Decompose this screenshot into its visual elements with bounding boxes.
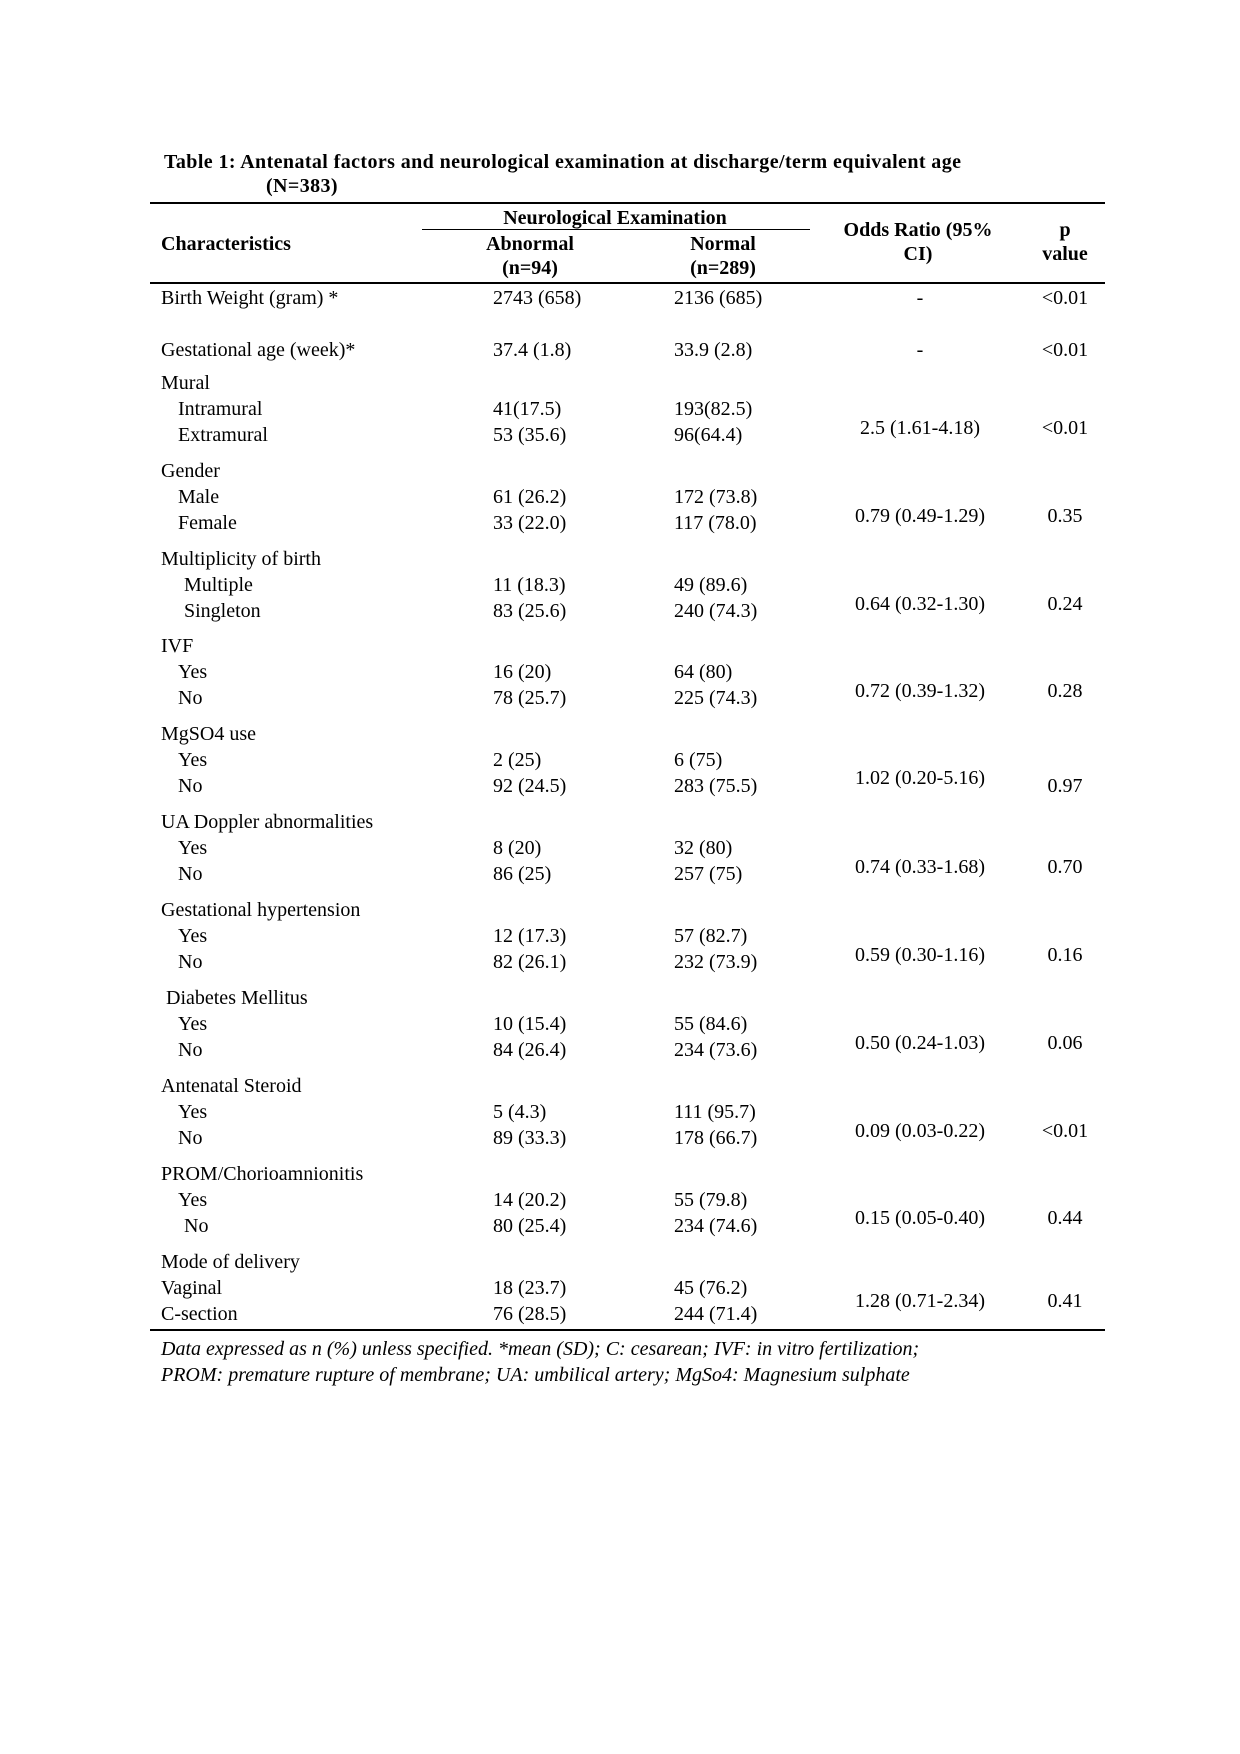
normal-value: 6 (75): [674, 749, 723, 771]
normal-value: 45 (76.2): [674, 1277, 748, 1299]
odds-ratio-header: [818, 218, 1018, 266]
odds-ratio-value: -: [916, 339, 924, 361]
odds-ratio-value: 0.50 (0.24-1.03): [855, 1032, 985, 1054]
sub-label: Yes: [178, 1189, 208, 1211]
normal-value: 49 (89.6): [674, 574, 748, 596]
normal-value: 96(64.4): [674, 424, 743, 446]
normal-value: 240 (74.3): [674, 600, 758, 622]
sub-label: No: [178, 1127, 203, 1149]
odds-ratio-value: 0.15 (0.05-0.40): [855, 1207, 985, 1229]
row-label: Birth Weight (gram) *: [161, 287, 339, 309]
abnormal-value: 18 (23.7): [493, 1277, 567, 1299]
normal-value: 232 (73.9): [674, 951, 758, 973]
sub-label: No: [184, 1215, 209, 1237]
group-label: PROM/Chorioamnionitis: [161, 1163, 364, 1185]
abnormal-value: 86 (25): [493, 863, 552, 885]
group-label: Antenatal Steroid: [161, 1075, 302, 1097]
header-bottom-rule: [150, 282, 1105, 284]
p-value: 0.97: [1047, 775, 1083, 797]
group-label: Diabetes Mellitus: [166, 987, 308, 1009]
sub-label: No: [178, 775, 203, 797]
normal-value: 178 (66.7): [674, 1127, 758, 1149]
normal-value: 225 (74.3): [674, 687, 758, 709]
normal-value: 64 (80): [674, 661, 733, 683]
p-value: 0.16: [1047, 944, 1083, 966]
odds-ratio-value: 0.09 (0.03-0.22): [855, 1120, 985, 1142]
abnormal-value: 16 (20): [493, 661, 552, 683]
p-value-header: [1015, 218, 1115, 266]
normal-header: [623, 232, 823, 280]
abnormal-value: 12 (17.3): [493, 925, 567, 947]
p-value: <0.01: [1041, 287, 1089, 309]
normal-value: 257 (75): [674, 863, 743, 885]
p-value: 0.28: [1047, 680, 1083, 702]
sub-label: No: [178, 863, 203, 885]
sub-label: No: [178, 687, 203, 709]
odds-ratio-header-line1: Odds Ratio (95%: [843, 219, 993, 241]
footnote-line-2: PROM: premature rupture of membrane; UA: umbilical artery; MgSo4: Magnesium sulphate: [161, 1364, 910, 1386]
normal-value: 55 (84.6): [674, 1013, 748, 1035]
p-value: 0.44: [1047, 1207, 1083, 1229]
sub-label: Male: [178, 486, 220, 508]
abnormal-header: [430, 232, 630, 280]
normal-value: 234 (73.6): [674, 1039, 758, 1061]
table-caption: [164, 150, 1084, 198]
p-value: <0.01: [1041, 417, 1089, 439]
caption-line-2: (N=383): [266, 175, 338, 197]
group-label: Multiplicity of birth: [161, 548, 321, 570]
sub-label: Yes: [178, 661, 208, 683]
group-label: Gestational hypertension: [161, 899, 361, 921]
group-label: Gender: [161, 460, 220, 482]
sub-label: Extramural: [178, 424, 268, 446]
abnormal-value: 82 (26.1): [493, 951, 567, 973]
abnormal-value: 61 (26.2): [493, 486, 567, 508]
table-bottom-rule: [150, 1329, 1105, 1331]
p-value: 0.41: [1047, 1290, 1083, 1312]
p-value: 0.70: [1047, 856, 1083, 878]
odds-ratio-value: 1.28 (0.71-2.34): [855, 1290, 985, 1312]
sub-label: Singleton: [184, 600, 261, 622]
sub-label: C-section: [161, 1303, 238, 1325]
odds-ratio-value: 0.59 (0.30-1.16): [855, 944, 985, 966]
p-value: 0.24: [1047, 593, 1083, 615]
abnormal-value: 80 (25.4): [493, 1215, 567, 1237]
abnormal-value: 2743 (658): [493, 287, 582, 309]
normal-value: 32 (80): [674, 837, 733, 859]
sub-label: Vaginal: [161, 1277, 223, 1299]
abnormal-value: 92 (24.5): [493, 775, 567, 797]
normal-value: 55 (79.8): [674, 1189, 748, 1211]
abnormal-value: 8 (20): [493, 837, 542, 859]
p-value: 0.06: [1047, 1032, 1083, 1054]
sub-label: Yes: [178, 837, 208, 859]
abnormal-value: 10 (15.4): [493, 1013, 567, 1035]
normal-value: 283 (75.5): [674, 775, 758, 797]
sub-label: Female: [178, 512, 237, 534]
normal-value: 111 (95.7): [674, 1101, 756, 1123]
abnormal-value: 5 (4.3): [493, 1101, 547, 1123]
group-header-rule: [422, 229, 810, 230]
table-top-rule: [150, 202, 1105, 204]
odds-ratio-value: 0.74 (0.33-1.68): [855, 856, 985, 878]
odds-ratio-header-line2: CI): [903, 243, 933, 265]
group-label: IVF: [161, 635, 194, 657]
sub-label: Multiple: [184, 574, 253, 596]
normal-value: 234 (74.6): [674, 1215, 758, 1237]
sub-label: Yes: [178, 925, 208, 947]
normal-value: 2136 (685): [674, 287, 763, 309]
abnormal-value: 41(17.5): [493, 398, 562, 420]
sub-label: Yes: [178, 749, 208, 771]
row-label: Gestational age (week)*: [161, 339, 356, 361]
odds-ratio-value: 0.72 (0.39-1.32): [855, 680, 985, 702]
group-label: Mode of delivery: [161, 1251, 300, 1273]
odds-ratio-value: 0.79 (0.49-1.29): [855, 505, 985, 527]
p-value: 0.35: [1047, 505, 1083, 527]
abnormal-value: 76 (28.5): [493, 1303, 567, 1325]
normal-value: 172 (73.8): [674, 486, 758, 508]
p-value-header-line1: p: [1059, 219, 1071, 241]
abnormal-value: 2 (25): [493, 749, 542, 771]
sub-label: Yes: [178, 1013, 208, 1035]
abnormal-header-n: (n=94): [502, 257, 558, 279]
normal-value: 57 (82.7): [674, 925, 748, 947]
abnormal-value: 11 (18.3): [493, 574, 566, 596]
normal-value: 193(82.5): [674, 398, 753, 420]
p-value-header-line2: value: [1042, 243, 1088, 265]
abnormal-value: 89 (33.3): [493, 1127, 567, 1149]
group-label: Mural: [161, 372, 210, 394]
caption-line-1: Table 1: Antenatal factors and neurological examination at discharge/term equivalent age: [164, 151, 962, 173]
normal-value: 117 (78.0): [674, 512, 757, 534]
odds-ratio-value: -: [916, 287, 924, 309]
footnote-line-1: Data expressed as n (%) unless specified. *mean (SD); C: cesarean; IVF: in vitro fertilization;: [161, 1338, 920, 1360]
abnormal-header-label: Abnormal: [486, 233, 574, 255]
group-label: MgSO4 use: [161, 723, 257, 745]
normal-value: 244 (71.4): [674, 1303, 758, 1325]
abnormal-value: 53 (35.6): [493, 424, 567, 446]
normal-header-label: Normal: [690, 233, 756, 255]
table-footnote: [161, 1336, 1061, 1388]
sub-label: Yes: [178, 1101, 208, 1123]
group-label: UA Doppler abnormalities: [161, 811, 374, 833]
odds-ratio-value: 0.64 (0.32-1.30): [855, 593, 985, 615]
normal-value: 33.9 (2.8): [674, 339, 753, 361]
abnormal-value: 83 (25.6): [493, 600, 567, 622]
abnormal-value: 33 (22.0): [493, 512, 567, 534]
abnormal-value: 78 (25.7): [493, 687, 567, 709]
odds-ratio-value: 1.02 (0.20-5.16): [855, 767, 985, 789]
normal-header-n: (n=289): [690, 257, 756, 279]
group-header: Neurological Examination: [503, 207, 727, 229]
characteristics-header: Characteristics: [161, 233, 291, 255]
sub-label: Intramural: [178, 398, 263, 420]
abnormal-value: 84 (26.4): [493, 1039, 567, 1061]
p-value: <0.01: [1041, 339, 1089, 361]
p-value: <0.01: [1041, 1120, 1089, 1142]
odds-ratio-value: 2.5 (1.61-4.18): [860, 417, 980, 439]
sub-label: No: [178, 1039, 203, 1061]
abnormal-value: 37.4 (1.8): [493, 339, 572, 361]
abnormal-value: 14 (20.2): [493, 1189, 567, 1211]
sub-label: No: [178, 951, 203, 973]
